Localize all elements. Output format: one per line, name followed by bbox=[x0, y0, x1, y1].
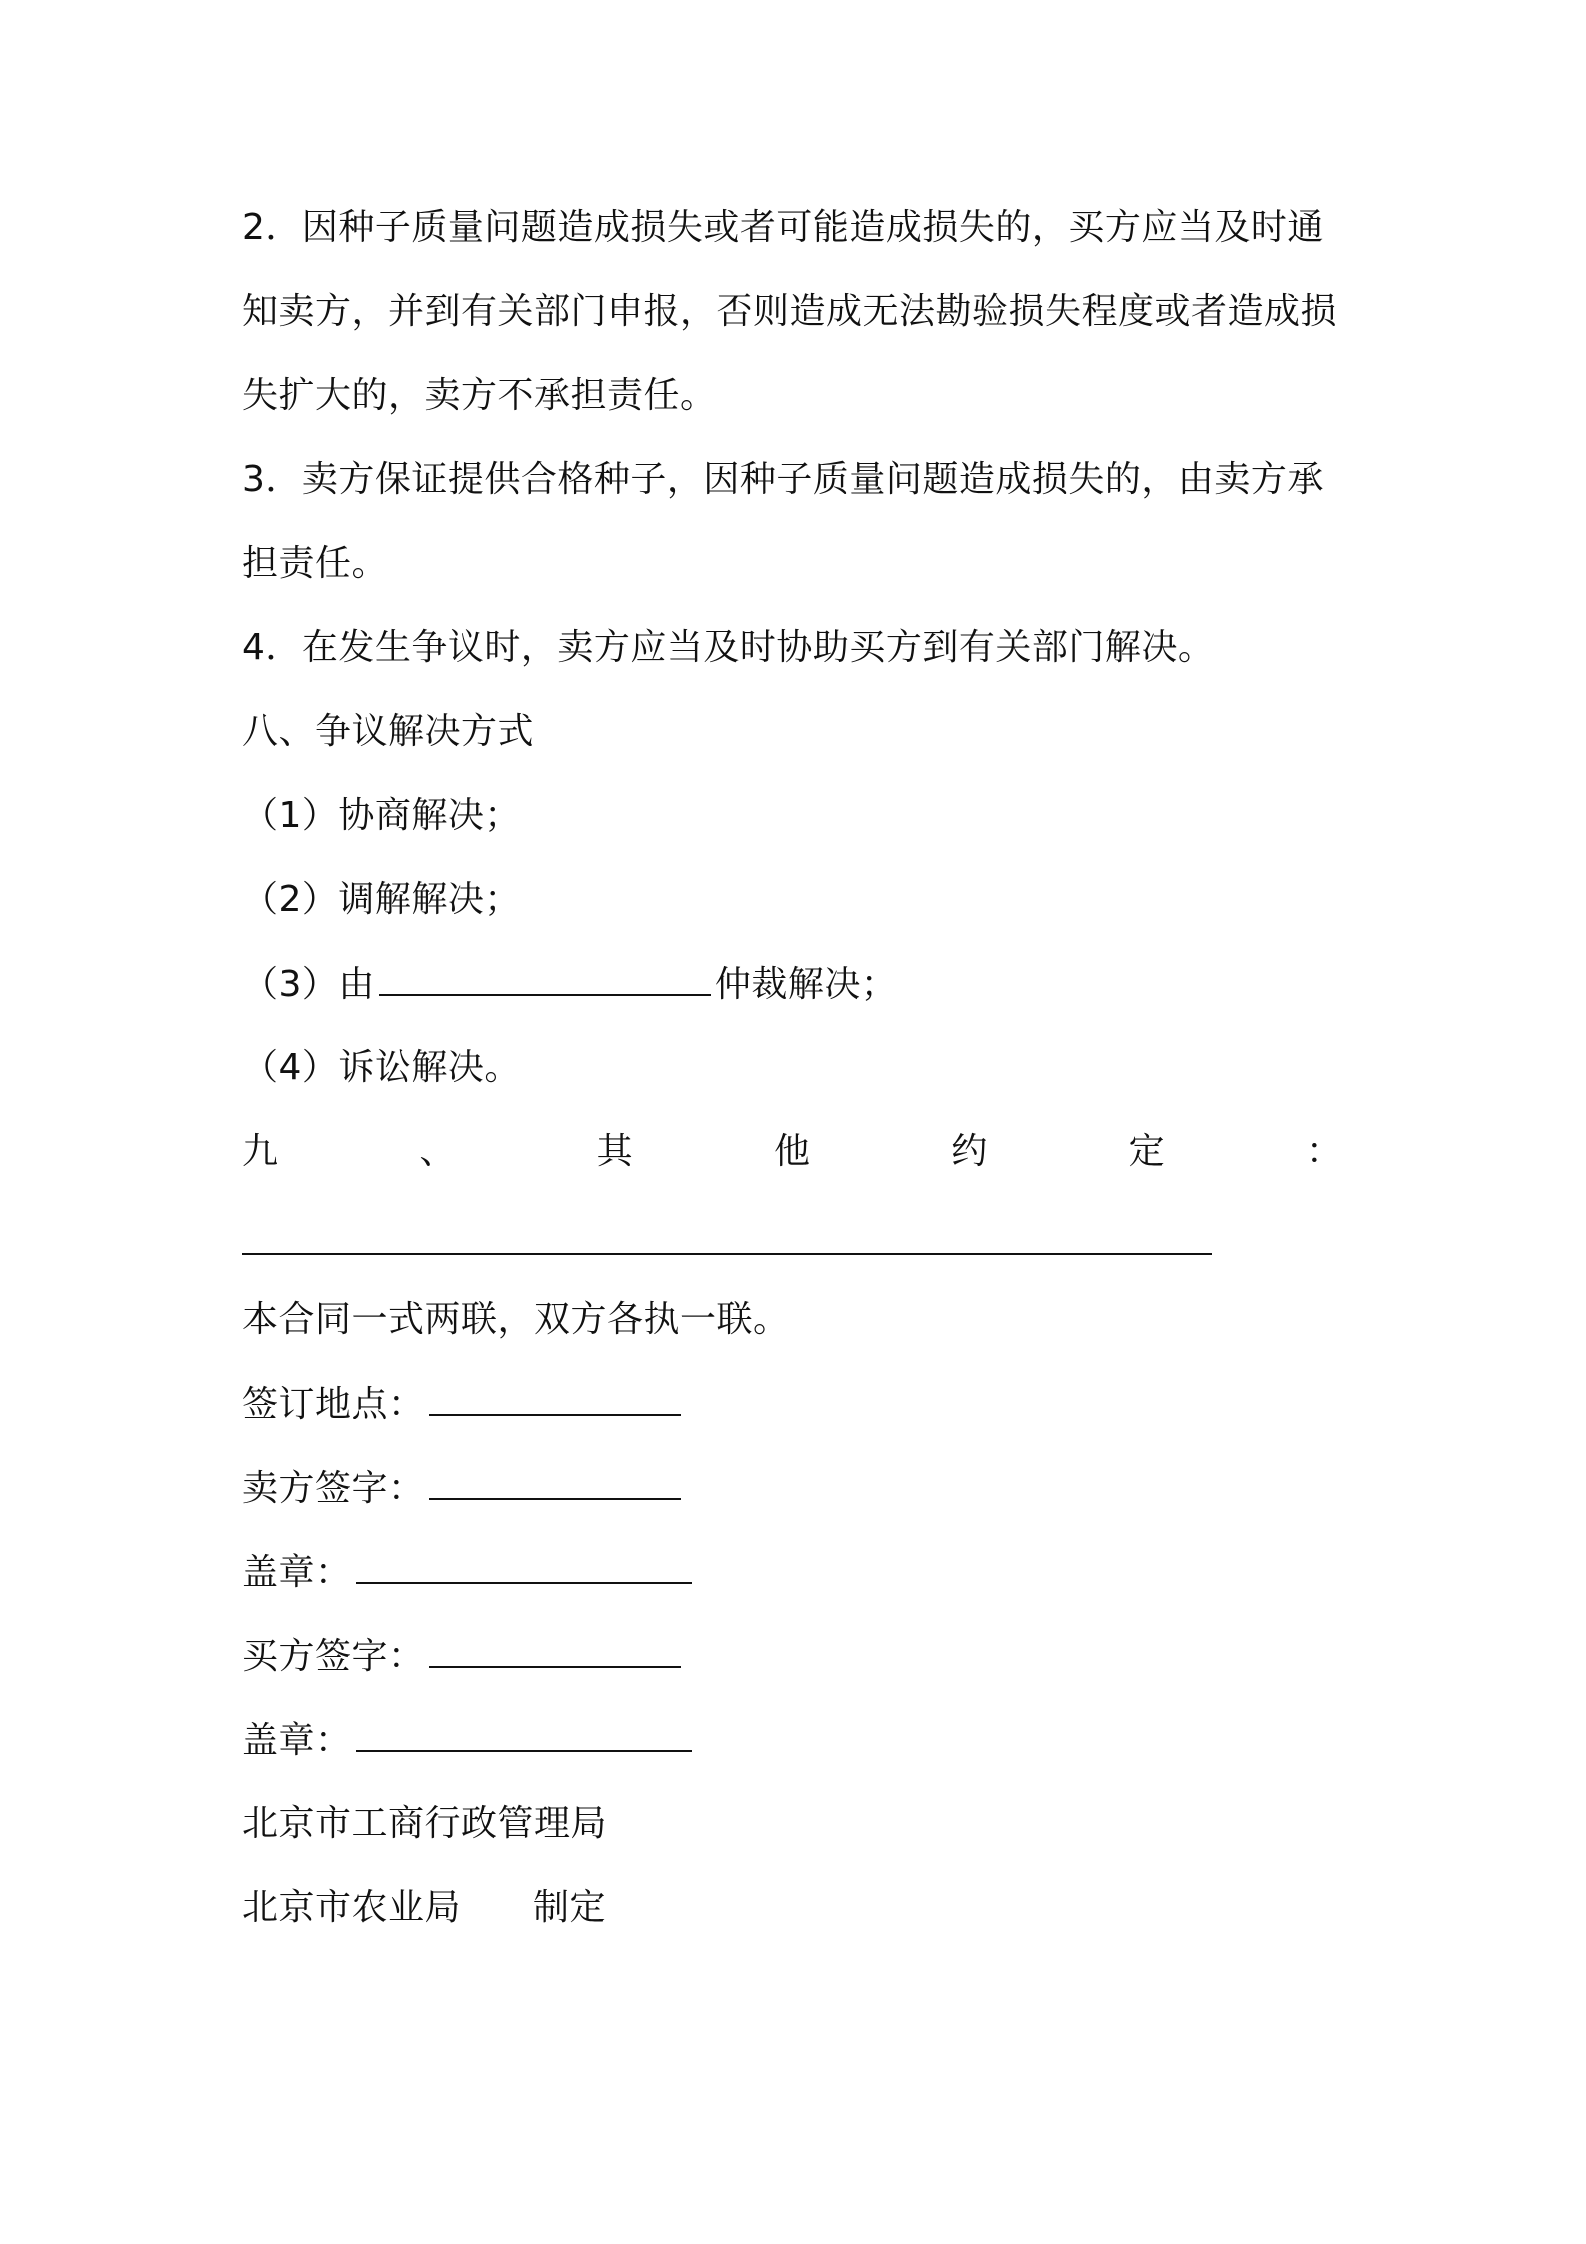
clause-3-line-1: 3．卖方保证提供合格种子，因种子质量问题造成损失的，由卖方承 bbox=[242, 459, 1324, 500]
other-terms-blank[interactable] bbox=[242, 1253, 1212, 1255]
dispute-option-2: （2）调解解决； bbox=[242, 879, 521, 920]
seller-seal-row bbox=[242, 1548, 696, 1597]
buyer-seal-row bbox=[242, 1716, 696, 1765]
seller-signature-blank[interactable] bbox=[429, 1464, 681, 1500]
section-9-char: 、 bbox=[419, 1131, 456, 1172]
copies-note: 本合同一式两联，双方各执一联。 bbox=[242, 1299, 790, 1340]
section-9-char: 九 bbox=[242, 1131, 279, 1172]
signing-place-label: 签订地点： bbox=[242, 1384, 425, 1425]
section-9-char: 其 bbox=[596, 1131, 633, 1172]
clause-3-line-2: 担责任。 bbox=[242, 543, 389, 584]
dispute-option-3 bbox=[242, 960, 897, 1009]
signing-place-row bbox=[242, 1380, 685, 1429]
dispute-option-3-suffix: 仲裁解决； bbox=[714, 964, 898, 1005]
issuer-row-2 bbox=[242, 1884, 606, 1932]
seller-signature-label: 卖方签字： bbox=[242, 1468, 425, 1509]
section-9-char: 约 bbox=[951, 1131, 988, 1172]
buyer-seal-blank[interactable] bbox=[356, 1716, 692, 1752]
section-9-char: ： bbox=[1305, 1131, 1342, 1172]
buyer-signature-label: 买方签字： bbox=[242, 1636, 425, 1677]
section-9-char: 他 bbox=[773, 1131, 810, 1172]
clause-2-line-2: 知卖方，并到有关部门申报，否则造成无法勘验损失程度或者造成损 bbox=[242, 291, 1338, 332]
issuer-made-label: 制定 bbox=[533, 1887, 607, 1928]
buyer-signature-blank[interactable] bbox=[429, 1632, 681, 1668]
issuer-bureau-1: 北京市工商行政管理局 bbox=[242, 1803, 608, 1844]
dispute-option-4: （4）诉讼解决。 bbox=[242, 1047, 521, 1088]
clause-4-line-1: 4．在发生争议时，卖方应当及时协助买方到有关部门解决。 bbox=[242, 627, 1215, 668]
clause-2-line-3: 失扩大的，卖方不承担责任。 bbox=[242, 375, 717, 416]
seller-seal-label: 盖章： bbox=[242, 1552, 352, 1593]
signing-place-blank[interactable] bbox=[429, 1380, 681, 1416]
clause-2-line-1: 2．因种子质量问题造成损失或者可能造成损失的，买方应当及时通 bbox=[242, 207, 1324, 248]
seller-signature-row bbox=[242, 1464, 685, 1513]
section-9-heading bbox=[242, 1128, 1342, 1176]
section-9-char: 定 bbox=[1128, 1131, 1165, 1172]
arbitration-body-blank[interactable] bbox=[379, 960, 711, 996]
buyer-signature-row bbox=[242, 1632, 685, 1681]
issuer-bureau-2: 北京市农业局 bbox=[242, 1887, 462, 1928]
dispute-option-3-prefix: （3）由 bbox=[242, 964, 375, 1005]
section-8-heading: 八、争议解决方式 bbox=[242, 711, 535, 752]
seller-seal-blank[interactable] bbox=[356, 1548, 692, 1584]
buyer-seal-label: 盖章： bbox=[242, 1720, 352, 1761]
dispute-option-1: （1）协商解决； bbox=[242, 795, 521, 836]
